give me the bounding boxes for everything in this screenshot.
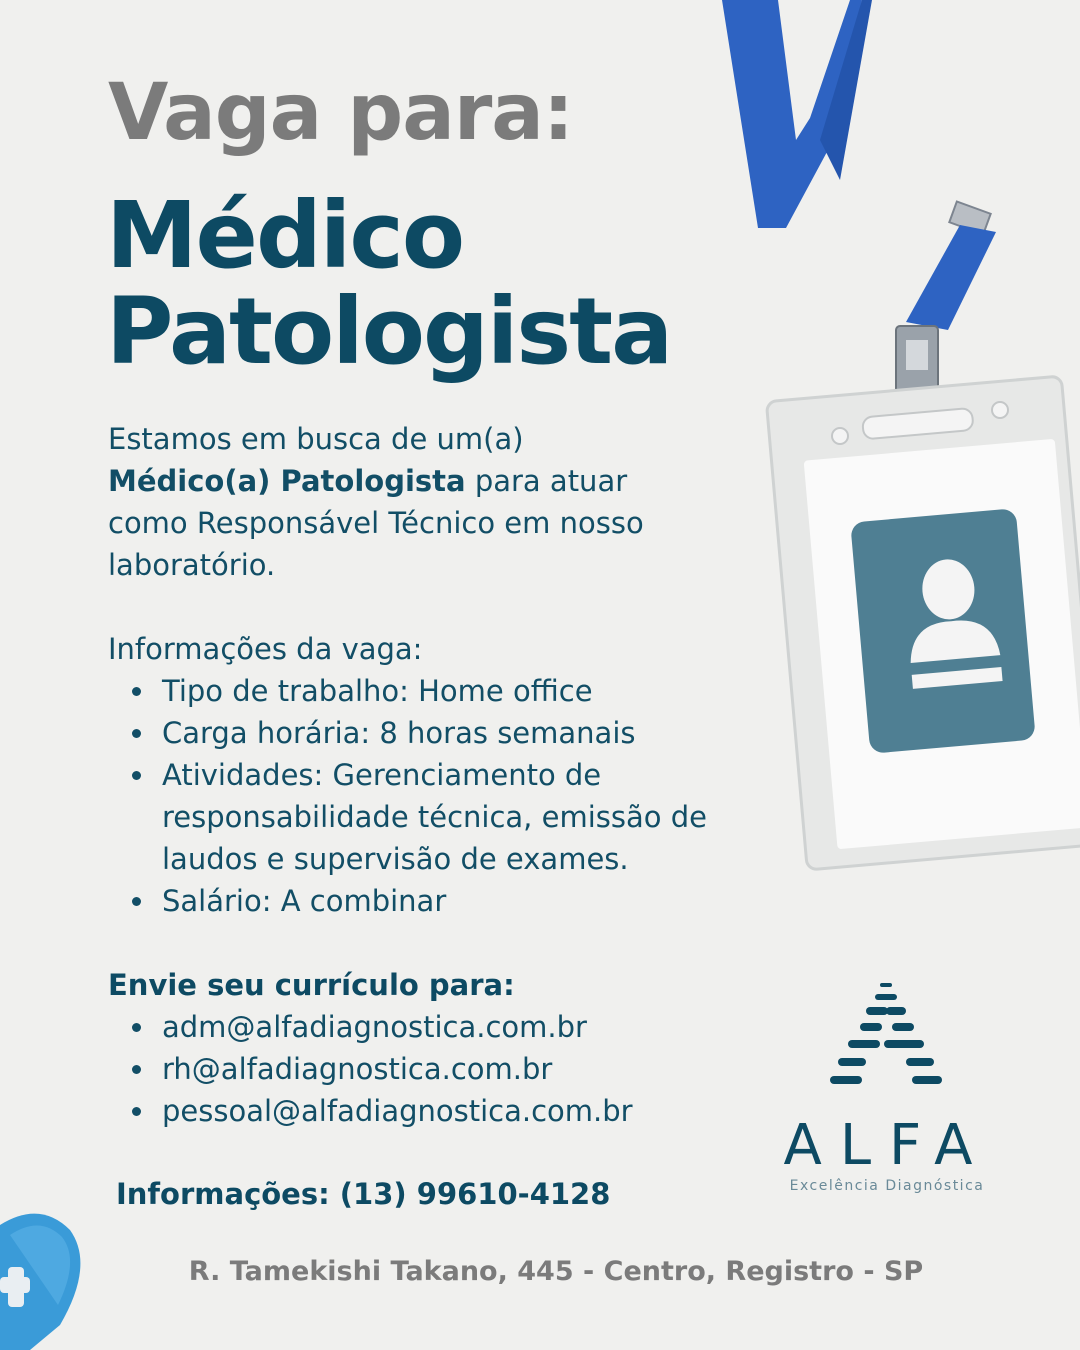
intro-text xyxy=(108,418,728,586)
intro-line3: como Responsável Técnico em nosso xyxy=(108,506,644,540)
phone-info: Informações: (13) 99610-4128 xyxy=(116,1177,611,1211)
info-title: Informações da vaga: xyxy=(108,632,423,666)
logo-tagline: Excelência Diagnóstica xyxy=(789,1178,985,1194)
heading-vaga: Vaga para: xyxy=(108,68,574,158)
send-cv-title: Envie seu currículo para: xyxy=(108,968,515,1002)
logo-name: ALFA xyxy=(783,1113,991,1178)
intro-bold: Médico(a) Patologista xyxy=(108,464,466,498)
email-link[interactable]: adm@alfadiagnostica.com.br xyxy=(162,1006,802,1048)
job-title-line1: Médico xyxy=(106,182,464,289)
intro-line1: Estamos em busca de um(a) xyxy=(108,422,524,456)
email-link[interactable]: pessoal@alfadiagnostica.com.br xyxy=(162,1090,802,1132)
intro-rest: para atuar xyxy=(465,464,628,498)
address: R. Tamekishi Takano, 445 - Centro, Registro - SP xyxy=(188,1256,924,1287)
email-link[interactable]: rh@alfadiagnostica.com.br xyxy=(162,1048,802,1090)
intro-line2 xyxy=(108,460,728,502)
info-list xyxy=(162,670,802,922)
job-title-line2: Patologista xyxy=(106,278,672,385)
alfa-logo-icon xyxy=(828,982,944,1090)
list-item: Tipo de trabalho: Home office xyxy=(162,670,802,712)
intro-line4: laboratório. xyxy=(108,548,276,582)
email-list xyxy=(162,1006,802,1132)
list-item: Atividades: Gerenciamento de responsabilidade técnica, emissão de laudos e supervisão de exames. xyxy=(162,754,802,880)
list-item: Salário: A combinar xyxy=(162,880,802,922)
id-badge-icon xyxy=(766,376,1080,870)
lanyard-icon xyxy=(722,0,996,410)
job-title xyxy=(106,182,672,385)
list-item: Carga horária: 8 horas semanais xyxy=(162,712,802,754)
